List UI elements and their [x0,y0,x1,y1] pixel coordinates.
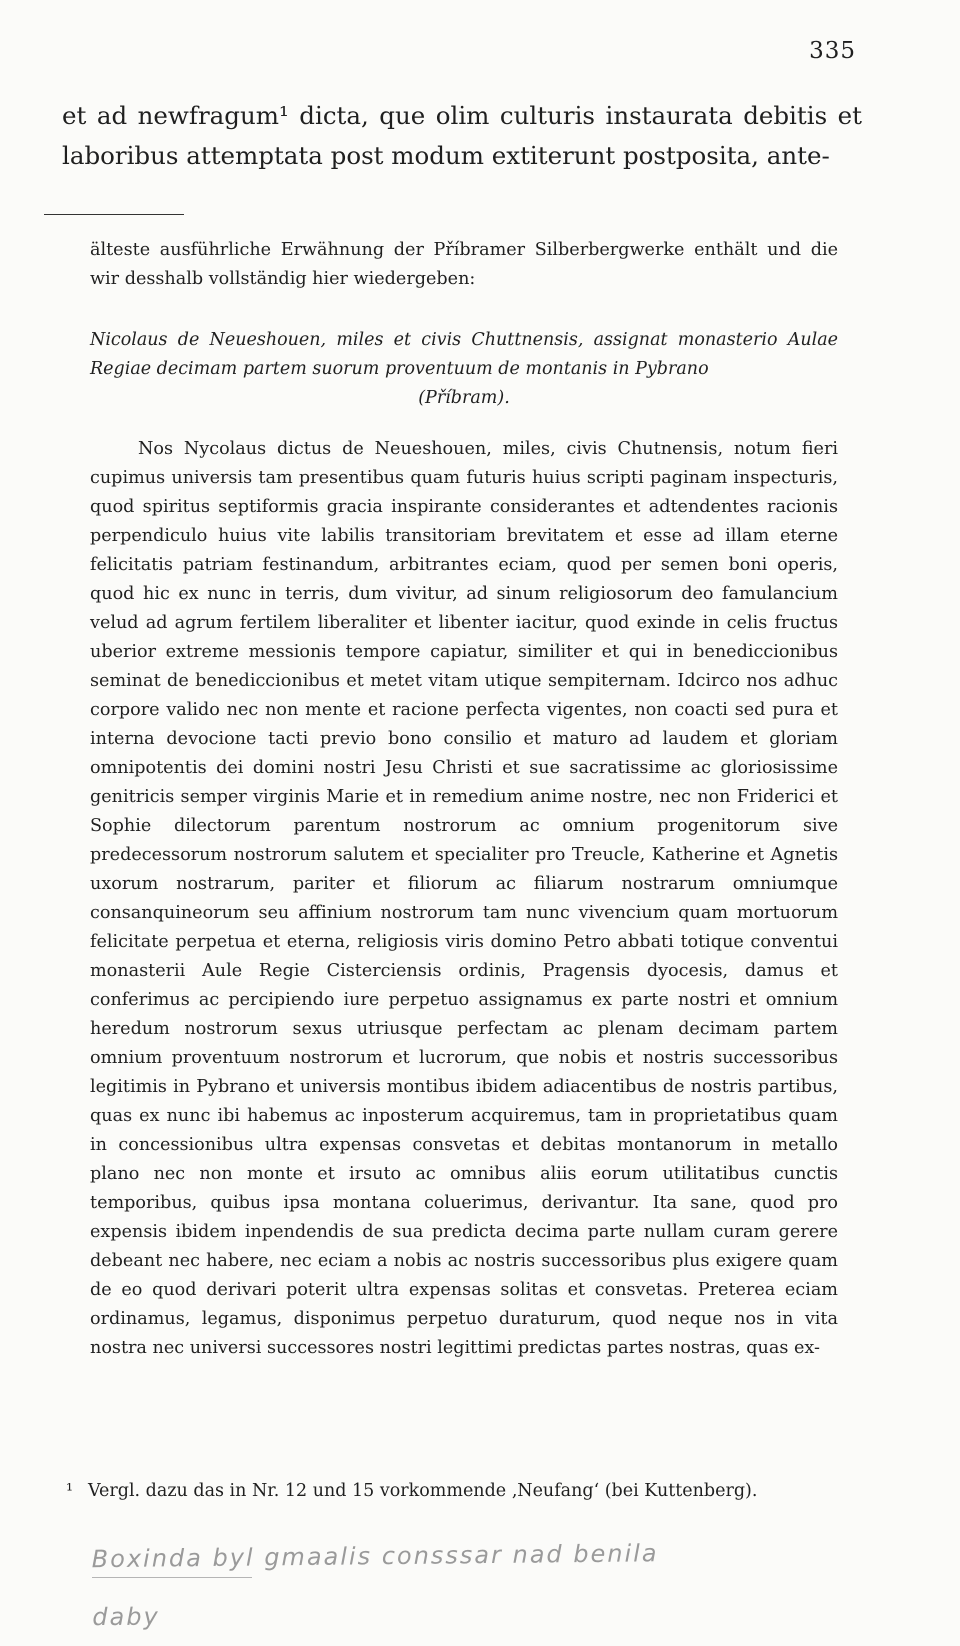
continuation-paragraph: et ad newfragum¹ dicta, que olim culturis instaurata debitis et laboribus attemptata post modum extiterunt postposita, ante- [62,101,862,170]
continuation-text [62,96,862,176]
handwriting-line-1: Boxinda byl gmaalis consssar nad benila [91,1539,659,1574]
intro-text: älteste ausführliche Erwähnung der Příbramer Silberbergwerke enthält und die wir desshalb vollständig hier wiedergeben: [90,240,838,289]
footnote [66,1477,856,1505]
footnote-marker: ¹ [66,1481,74,1501]
charter-text [90,435,838,1363]
footnote-separator-rule [44,214,184,215]
page-number: 335 [809,38,856,64]
handwriting-line-2: daby [92,1602,160,1632]
handwritten-annotation [91,1522,892,1646]
charter-paragraph: Nos Nycolaus dictus de Neueshouen, miles, civis Chutnensis, notum fieri cupimus universis tam presentibus quam futuris huius scripti paginam inspecturis, quod spiritus septiformis gracia inspirante considerantes et adtendentes racionis perpendiculo huius vite labilis transitoriam brevitatem et esse ad illam eterne felicitatis patriam festinandum, arbitrantes eciam, quod per semen boni operis, quod hic ex nunc in terris, dum vivitur, ad sinum religiosorum deo famulancium velud ad agrum fertilem liberaliter et libenter iacitur, quod exinde in celis fructus uberior extreme messionis tempore capiatur, similiter et qui in benediccionibus seminat de benediccionibus et metet vitam utique sempiternam. Idcirco nos adhuc corpore valido nec non mente et racione perfecta vigentes, non coacti sed pura et interna devocione tacti previo bono consilio et maturo ad laudem et gloriam omnipotentis dei domini nostri Jesu Christi et sue sacratissime ac gloriosissime genitricis semper virginis Marie et in remedium anime nostre, nec non Friderici et Sophie dilectorum parentum nostrorum ac omnium progenitorum sive predecessorum nostrorum salutem et specialiter pro Treucle, Katherine et Agnetis uxorum nostrarum, pariter et filiorum ac filiarum nostrarum omniumque consanquineorum seu affinium nostrorum tam nunc vivencium quam mortuorum felicitate perpetua et eterna, religiosis viris domino Petro abbati totique conventui monasterii Aule Regie Cisterciensis ordinis, Pragensis dyocesis, damus et conferimus ac percipiendo iure perpetuo assignamus ex parte nostri et omnium heredum nostrorum sexus utriusque perfectam ac plenam decimam partem omnium proventuum nostrorum et lucrorum, que nobis et nostris successoribus legitimis in Pybrano et universis montibus ibidem adiacentibus de nostris partibus, quas ex nunc ibi habemus ac inposterum acquiremus, tam in proprietatibus quam in concessionibus ultra expensas consvetas et debitas montanorum in metallo plano nec non monte et irsuto ac omnibus aliis eorum utilitatibus cunctis temporibus, quibus ipsa montana coluerimus, derivantur. Ita sane, quod pro expensis ibidem inpendendis de sua predicta decima parte nullam curam gerere debeant nec habere, nec eciam a nobis ac nostris successoribus plus exigere quam de eo quod derivari poterit ultra expensas solitas et consvetas. Preterea eciam ordinamus, legamus, disponimus perpetuo duraturum, quod neque nos in vita nostra nec universi successores nostri legittimi predictas partes nostras, quas ex- [90,439,838,1358]
pencil-underline [92,1577,252,1578]
document-heading [90,326,838,413]
footnote-text: Vergl. dazu das in Nr. 12 und 15 vorkommende ‚Neufang‘ (bei Kuttenberg). [88,1481,758,1501]
heading-text: Nicolaus de Neueshouen, miles et civis Chuttnensis, assignat monasterio Aulae Regiae decimam partem suorum proventuum de montanis in Pybrano [90,330,838,379]
heading-last-line: (Příbram). [418,388,510,408]
